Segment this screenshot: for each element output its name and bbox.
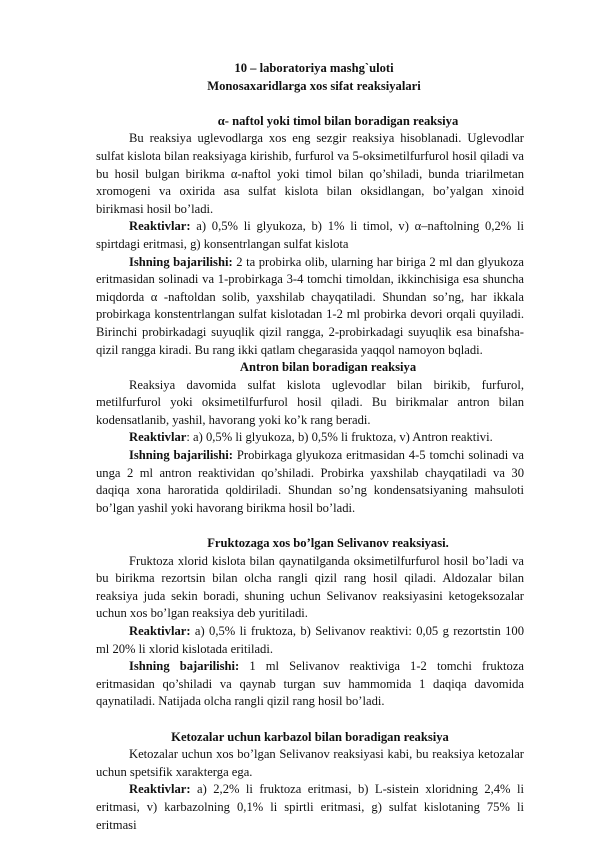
reagents-paragraph (96, 429, 524, 447)
lab-subtitle: Monosaxaridlarga xos sifat reaksiyalari (207, 78, 421, 93)
reagents-paragraph (96, 218, 524, 253)
lab-title: 10 – laboratoriya mashg`uloti (234, 61, 394, 75)
section-heading-text: Fruktozaga xos bo’lgan Selivanov reaksiyasi (207, 536, 446, 551)
procedure-paragraph (96, 447, 524, 517)
procedure-text: 1 ml Selivanov reaktiviga 1-2 tomchi fruktoza eritmasidan qo’shiladi va qaynab turgan suv hammomida 1 daqiqa davomida qaynatiladi. Natijada olcha rangli qizil rang hosil bo’ladi. (96, 659, 525, 709)
procedure-paragraph (96, 254, 524, 360)
procedure-label: Ishning bajarilishi: (129, 254, 233, 269)
procedure-label: Ishning bajarilishi: (129, 448, 233, 463)
procedure-paragraph (96, 658, 524, 711)
section-heading-suffix: . (445, 536, 449, 551)
spacer (96, 95, 524, 113)
reagents-label: Reaktivlar: (129, 782, 191, 797)
reagents-text: a) 0,5% li fruktoza, b) Selivanov reaktivi: 0,05 g rezortstin 100 ml 20% li xlorid kislotada eritiladi. (96, 624, 524, 656)
reagents-label: Reaktivlar: (129, 219, 191, 234)
reagents-text: : a) 0,5% li glyukoza, b) 0,5% li fruktoza, v) Antron reaktivi. (186, 430, 493, 445)
reagents-paragraph (96, 781, 524, 834)
section-heading (96, 535, 524, 553)
section-heading: Antron bilan boradigan reaksiya (239, 360, 417, 375)
procedure-text: Probirkaga glyukoza eritmasidan 4-5 tomchi solinadi va unga 2 ml antron reaktividan qo’shiladi. Probirka yaxshilab chayqatiladi va 30 daqiqa xona haroratida qoldiriladi. Shundan so’ng kondensatsiyaning mahsuloti bo’lgan yashil yoki havorang birikma hosil bo’ladi. (96, 448, 525, 515)
spacer (96, 711, 524, 729)
section-heading: α- naftol yoki timol bilan boradigan reaksiya (217, 113, 459, 128)
reagents-label: Reaktivlar (129, 430, 187, 445)
section-intro: Fruktoza xlorid kislota bilan qaynatilganda oksimetilfurfurol hosil bo’ladi va bu birikma rezortsin bilan olcha rangli qizil rang hosil qiladi. Aldozalar bilan reaksiya juda sekin boradi, shuning uchun Selivanov reaksiyasini ketogeksozalar uchun xos bo’lgan reaksiya deb yuritiladi. (96, 553, 524, 621)
section-heading: Ketozalar uchun karbazol bilan boradigan reaksiya (171, 729, 449, 744)
section-intro: Reaksiya davomida sulfat kislota uglevodlar bilan birikib, furfurol, metilfurfurol yoki oksimetilfurfurol hosil qiladi. Bu birikmalar antron bilan kodensatlanib, yashil, havorang yoki ko’k rang beradi. (96, 377, 524, 427)
reagents-text: a) 2,2% li fruktoza eritmasi, b) L-sistein xloridning 2,4% li eritmasi, v) karbazolning 0,1% li spirtli eritmasi, g) sulfat kislotaning 75% li eritmasi (96, 782, 524, 832)
spacer (96, 517, 524, 535)
reagents-paragraph (96, 623, 524, 658)
reagents-text: a) 0,5% li glyukoza, b) 1% li timol, v) α–naftolning 0,2% li spirtdagi eritmasi, g) konsentrlangan sulfat kislota (96, 219, 524, 251)
reagents-label: Reaktivlar: (129, 624, 191, 638)
section-intro: Ketozalar uchun xos bo’lgan Selivanov reaksiyasi kabi, bu reaksiya ketozalar uchun spetsifik xarakterga ega. (96, 747, 524, 779)
procedure-text: 2 ta probirka olib, ularning har biriga 2 ml dan glyukoza eritmasidan solinadi va 1-probirkaga 3-4 tomchi timoldan, ikkinchisiga esa shuncha miqdorda α -naftoldan solib, yaxshilab chayqatiladi. Shundan so’ng, har ikkala probirkaga konstentrlangan sulfat kislotadan 1-2 ml probirka devori orqali quyiladi. Birinchi probirkadagi suyuqlik qizil rangga, 2-probirkadagi suyuqlik esa binafsha-qizil rangga kiradi. Bu rang ikki qatlam chegarasida yaqqol namoyon bqladi. (96, 254, 524, 357)
section-intro: Bu reaksiya uglevodlarga xos eng sezgir reaksiya hisoblanadi. Uglevodlar sulfat kislota bilan reaksiyaga kirishib, furfurol va 5-oksimetilfurfurol hosil qiladi va bu hosil bulgan birikma α-naftol yoki timol bilan qo’shiladi, bunda triarilmetan xromogeni va oxirida asa sulfat kislota bilan oksidlangan, bo’yalgan xinoid birikmasi hosil bo’ladi. (96, 131, 524, 216)
procedure-label: Ishning bajarilishi: (129, 659, 240, 674)
